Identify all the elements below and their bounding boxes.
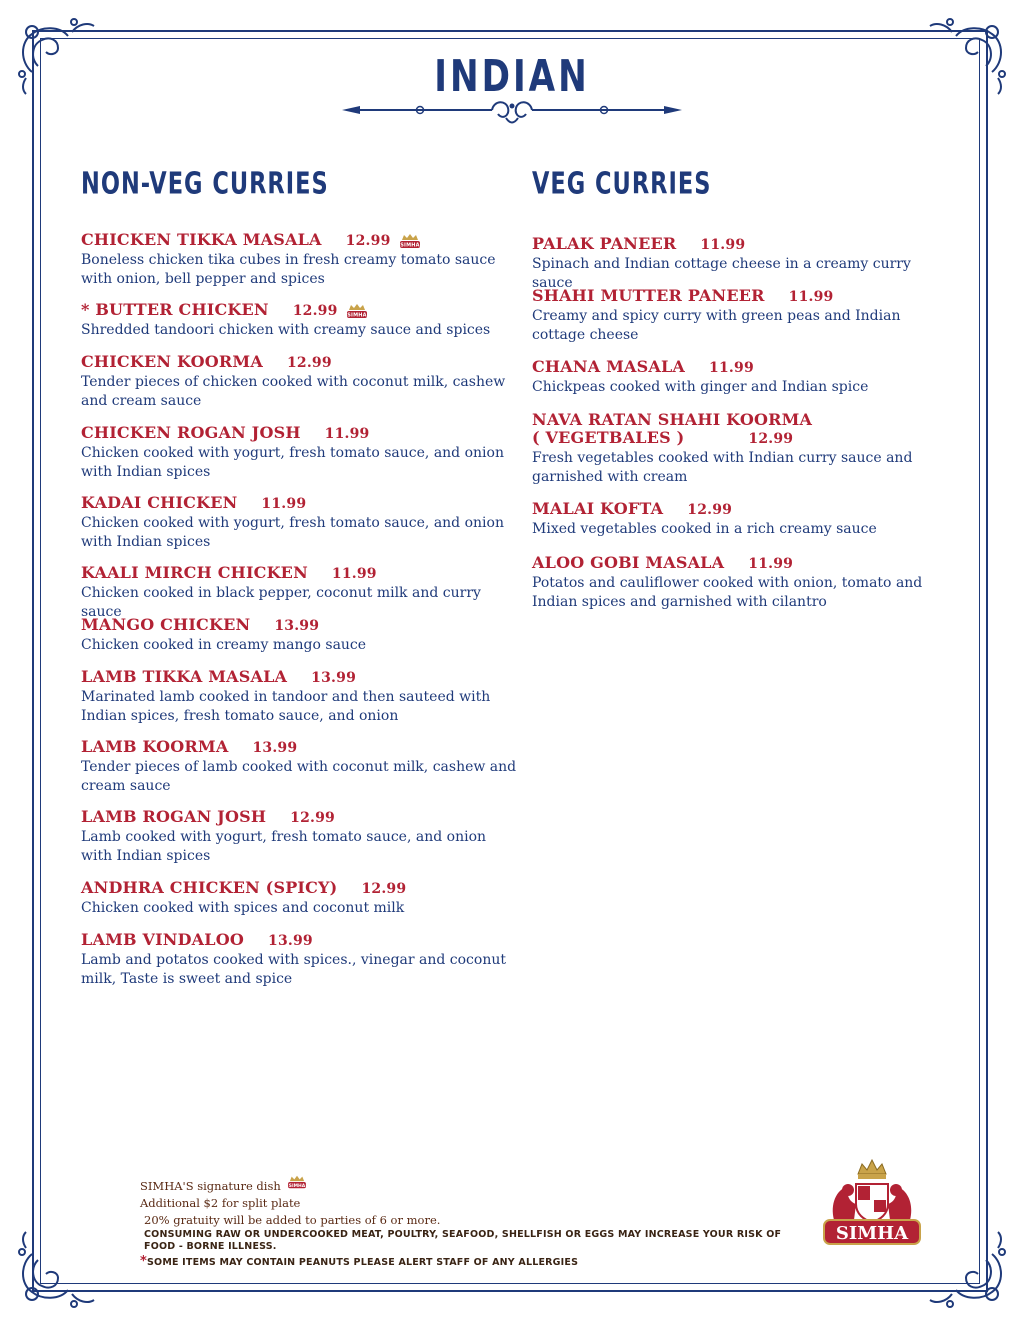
item-name: CHANA MASALA [532, 357, 686, 376]
item-price: 11.99 [748, 556, 794, 572]
menu-item [532, 358, 972, 397]
signature-dish-note: SIMHA'S signature dish [140, 1179, 281, 1193]
item-price: 12.99 [345, 233, 391, 249]
item-price: 13.99 [311, 670, 357, 686]
signature-badge-icon [287, 1174, 307, 1190]
item-name: MALAI KOFTA [532, 499, 664, 518]
item-price: 11.99 [324, 426, 370, 442]
menu-item [81, 668, 521, 725]
corner-ornament-icon [12, 1230, 96, 1314]
svg-text:SIMHA: SIMHA [288, 1183, 305, 1189]
item-name: CHICKEN ROGAN JOSH [81, 423, 301, 442]
item-name-continued: ( VEGETBALES ) [532, 428, 685, 447]
item-price: 11.99 [261, 496, 307, 512]
allergy-warning: SOME ITEMS MAY CONTAIN PEANUTS PLEASE ALERT STAFF OF ANY ALLERGIES [147, 1257, 579, 1268]
item-name: LAMB KOORMA [81, 737, 229, 756]
menu-item [532, 500, 972, 539]
menu-item [81, 353, 521, 410]
item-description: Chicken cooked with yogurt, fresh tomato sauce, and onion with Indian spices [81, 445, 504, 480]
menu-item [81, 424, 521, 481]
menu-item [532, 554, 972, 611]
item-description: Potatos and cauliflower cooked with onion, tomato and Indian spices and garnished with cilantro [532, 575, 923, 610]
item-description: Boneless chicken tika cubes in fresh creamy tomato sauce with onion, bell pepper and spices [81, 252, 496, 287]
signature-badge-icon [399, 232, 421, 250]
menu-item [81, 494, 521, 551]
item-description: Creamy and spicy curry with green peas and Indian cottage cheese [532, 308, 901, 343]
item-price: 12.99 [290, 810, 335, 826]
item-description: Tender pieces of chicken cooked with coconut milk, cashew and cream sauce [81, 374, 506, 409]
section-title-non-veg: NON-VEG CURRIES [81, 166, 329, 201]
item-name: SHAHI MUTTER PANEER [532, 286, 765, 305]
item-price: 12.99 [748, 431, 794, 447]
item-price: 11.99 [700, 237, 746, 253]
menu-item [532, 287, 972, 344]
svg-text:SIMHA: SIMHA [346, 312, 367, 318]
page-title: INDIAN [434, 50, 590, 102]
item-name: PALAK PANEER [532, 234, 677, 253]
item-name: NAVA RATAN SHAHI KOORMA [532, 410, 813, 429]
item-description: Lamb cooked with yogurt, fresh tomato sauce, and onion with Indian spices [81, 829, 487, 864]
item-name: MANGO CHICKEN [81, 615, 251, 634]
allergy-asterisk: * [140, 1254, 147, 1269]
menu-item [81, 808, 521, 865]
menu-item [81, 231, 521, 288]
simha-logo [820, 1156, 924, 1256]
item-price: 11.99 [788, 289, 834, 305]
item-description: Chicken cooked with spices and coconut milk [81, 900, 405, 916]
item-name: CHICKEN KOORMA [81, 352, 263, 371]
item-description: Chicken cooked with yogurt, fresh tomato sauce, and onion with Indian spices [81, 515, 504, 550]
item-description: Chicken cooked in black pepper, coconut milk and curry sauce [81, 585, 481, 620]
menu-item [81, 738, 521, 795]
svg-text:SIMHA: SIMHA [399, 242, 420, 248]
item-description: Shredded tandoori chicken with creamy sauce and spices [81, 322, 491, 338]
raw-food-warning: CONSUMING RAW OR UNDERCOOKED MEAT, POULTRY, SEAFOOD, SHELLFISH OR EGGS MAY INCREASE YOUR RISK OF FOOD - BORNE ILLNESS. [144, 1229, 782, 1252]
item-description: Mixed vegetables cooked in a rich creamy sauce [532, 521, 877, 537]
menu-item [81, 616, 521, 655]
item-name: LAMB ROGAN JOSH [81, 807, 267, 826]
item-price: 13.99 [252, 740, 298, 756]
menu-item [81, 564, 521, 621]
corner-ornament-icon [928, 1230, 1012, 1314]
title-flourish-icon [342, 98, 682, 126]
item-price: 11.99 [331, 566, 377, 582]
menu-item [81, 879, 521, 918]
item-description: Fresh vegetables cooked with Indian curry sauce and garnished with cream [532, 450, 913, 485]
item-name: KAALI MIRCH CHICKEN [81, 563, 308, 582]
item-name: KADAI CHICKEN [81, 493, 238, 512]
item-description: Tender pieces of lamb cooked with coconut milk, cashew and cream sauce [81, 759, 517, 794]
item-price: 13.99 [274, 618, 320, 634]
section-title-veg: VEG CURRIES [532, 166, 712, 201]
item-description: Chicken cooked in creamy mango sauce [81, 637, 367, 653]
item-description: Chickpeas cooked with ginger and Indian spice [532, 379, 869, 395]
svg-text:SIMHA: SIMHA [835, 1223, 909, 1244]
item-price: 11.99 [709, 360, 754, 376]
menu-item [81, 931, 521, 988]
item-name: ANDHRA CHICKEN (SPICY) [81, 878, 338, 897]
item-description: Lamb and potatos cooked with spices., vinegar and coconut milk, Taste is sweet and spice [81, 952, 506, 987]
item-price: 13.99 [268, 933, 313, 949]
item-name: LAMB VINDALOO [81, 930, 245, 949]
menu-item [532, 411, 972, 486]
item-description: Marinated lamb cooked in tandoor and then sauteed with Indian spices, fresh tomato sauce, and onion [81, 689, 491, 724]
item-price: 12.99 [286, 355, 332, 371]
signature-badge-icon [346, 302, 368, 320]
menu-border-inner [40, 38, 980, 1284]
split-plate-note: Additional $2 for split plate [140, 1196, 301, 1210]
item-name: ALOO GOBI MASALA [532, 553, 725, 572]
menu-item [532, 235, 972, 292]
item-price: 12.99 [687, 502, 733, 518]
item-description: Spinach and Indian cottage cheese in a creamy curry sauce [532, 256, 911, 291]
item-price: 12.99 [361, 881, 407, 897]
footer-notes [140, 1174, 820, 1269]
gratuity-note: 20% gratuity will be added to parties of 6 or more. [144, 1213, 441, 1227]
menu-item [81, 301, 521, 340]
item-name: LAMB TIKKA MASALA [81, 667, 288, 686]
item-name: CHICKEN TIKKA MASALA [81, 230, 322, 249]
item-name: * BUTTER CHICKEN [81, 300, 269, 319]
item-price: 12.99 [292, 303, 338, 319]
